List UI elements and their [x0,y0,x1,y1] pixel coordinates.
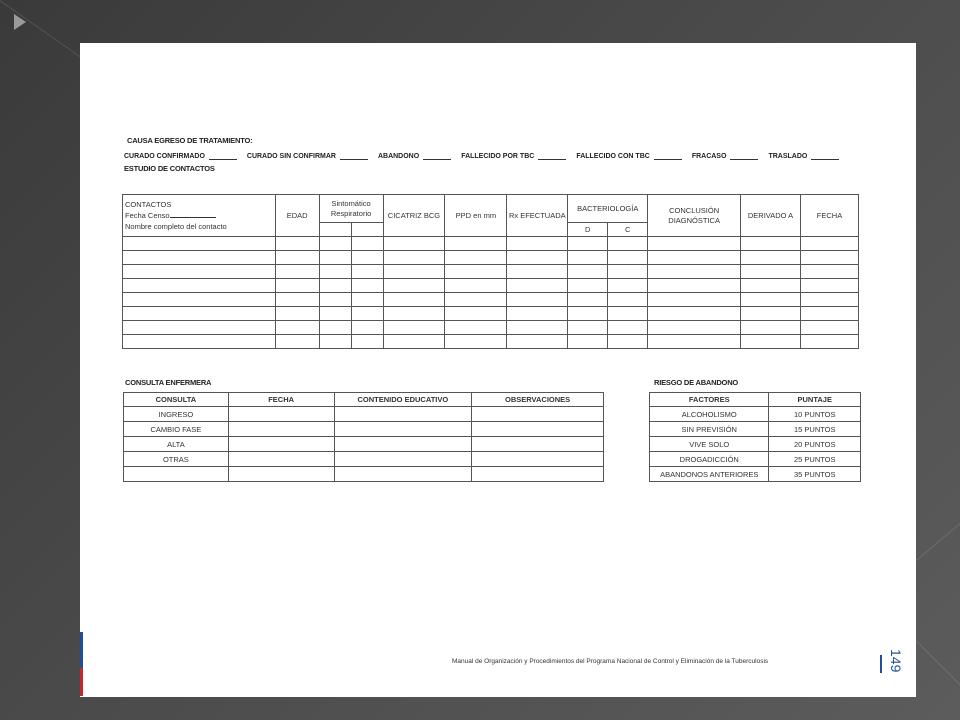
table-cell [608,251,648,265]
factor-cell: DROGADICCIÓN [650,452,769,467]
table-cell [801,335,859,349]
table-cell [319,293,351,307]
table-cell [351,251,383,265]
table-cell [568,335,608,349]
option-fallecido-con-tbc: FALLECIDO CON TBC [576,153,650,160]
page-number-bar [880,655,882,673]
table-cell [123,293,276,307]
table-row [650,437,861,452]
observaciones-header: OBSERVACIONES [472,393,604,407]
ppd-header: PPD en mm [445,195,507,237]
table-cell [319,251,351,265]
table-cell [568,237,608,251]
fecha-censo-label: Fecha Censo [125,210,275,221]
table-row [123,279,859,293]
table-row [650,407,861,422]
table-row [124,437,604,452]
table-row [124,467,604,482]
table-cell [319,335,351,349]
table-cell [445,293,507,307]
factores-header: FACTORES [650,393,769,407]
consulta-type-cell: ALTA [124,437,229,452]
causa-egreso-title: CAUSA EGRESO DE TRATAMIENTO: [127,136,253,145]
table-cell [741,265,801,279]
table-cell [383,307,445,321]
table-cell [801,307,859,321]
table-cell [334,437,472,452]
table-cell [351,335,383,349]
table-cell [472,452,604,467]
table-cell [507,321,568,335]
factor-cell: ALCOHOLISMO [650,407,769,422]
table-cell [507,335,568,349]
consulta-table [123,392,604,482]
riesgo-abandono-title: RIESGO DE ABANDONO [654,378,739,387]
table-cell [445,321,507,335]
table-cell [319,307,351,321]
factor-cell: VIVE SOLO [650,437,769,452]
consulta-header: CONSULTA [124,393,229,407]
table-cell [568,279,608,293]
table-cell [608,293,648,307]
table-cell [507,307,568,321]
table-cell [741,237,801,251]
table-cell [123,279,276,293]
table-cell [648,335,741,349]
table-cell [608,265,648,279]
bacteriologia-header: BACTERIOLOGÍA [568,195,648,223]
table-cell [472,467,604,482]
table-cell [445,279,507,293]
table-row [650,452,861,467]
table-cell [275,293,319,307]
factor-cell: ABANDONOS ANTERIORES [650,467,769,482]
table-cell [383,237,445,251]
puntaje-cell: 20 PUNTOS [769,437,861,452]
table-cell [472,422,604,437]
table-cell [319,321,351,335]
table-cell [801,279,859,293]
table-cell [383,293,445,307]
table-cell [741,293,801,307]
table-cell [608,307,648,321]
table-cell [383,251,445,265]
table-cell [123,237,276,251]
table-cell [275,279,319,293]
table-cell [648,265,741,279]
table-cell [275,307,319,321]
table-cell [351,293,383,307]
table-cell [741,335,801,349]
sintomatico-header: Sintomático Respiratorio [319,195,383,223]
table-cell [608,321,648,335]
consulta-type-cell: CAMBIO FASE [124,422,229,437]
causa-egreso-options [124,153,845,160]
puntaje-header: PUNTAJE [769,393,861,407]
table-cell [351,237,383,251]
contacts-table-body [123,237,859,349]
table-cell [319,279,351,293]
table-row [123,251,859,265]
table-cell [507,279,568,293]
table-cell [275,237,319,251]
table-cell [228,422,334,437]
nombre-contacto-label: Nombre completo del contacto [125,222,227,231]
table-cell [648,307,741,321]
option-abandono: ABANDONO [377,153,420,160]
table-cell [383,279,445,293]
table-cell [228,407,334,422]
sintomatico-sub-cell [319,223,351,237]
table-row [124,407,604,422]
contactos-label: CONTACTOS [125,200,172,209]
rx-efectuada-header: Rx EFECTUADA [507,195,568,237]
table-cell [319,237,351,251]
derivado-header: DERIVADO A [741,195,801,237]
table-cell [123,265,276,279]
table-cell [648,251,741,265]
slide-arrow-icon [14,14,26,30]
table-cell [334,407,472,422]
table-cell [741,321,801,335]
table-cell [648,237,741,251]
puntaje-cell: 10 PUNTOS [769,407,861,422]
option-fallecido-por-tbc: FALLECIDO POR TBC [461,153,535,160]
table-cell [123,307,276,321]
table-cell [445,335,507,349]
conclusion-header: CONCLUSIÓN DIAGNÓSTICA [648,195,741,237]
table-row [123,307,859,321]
table-row [123,335,859,349]
consulta-type-cell: INGRESO [124,407,229,422]
contacts-table [122,194,859,349]
table-cell [383,265,445,279]
table-cell [351,279,383,293]
table-cell [351,321,383,335]
table-cell [507,293,568,307]
document-page [80,43,916,697]
table-cell [608,335,648,349]
riesgo-table [649,392,861,482]
bacteriologia-c-header: C [608,223,648,237]
red-edge-stripe [80,668,83,696]
consulta-enfermera-title: CONSULTA ENFERMERA [125,378,212,387]
table-cell [507,265,568,279]
table-row [124,452,604,467]
option-fracaso: FRACASO [691,153,727,160]
table-cell [608,279,648,293]
table-cell [228,437,334,452]
edad-header: EDAD [275,195,319,237]
fecha-header: FECHA [801,195,859,237]
table-cell [648,293,741,307]
puntaje-cell: 15 PUNTOS [769,422,861,437]
bacteriologia-d-header: D [568,223,608,237]
table-cell [123,335,276,349]
table-row [650,467,861,482]
table-cell [123,251,276,265]
table-cell [228,452,334,467]
cicatriz-bcg-header: CICATRIZ BCG [383,195,445,237]
table-cell [568,321,608,335]
table-cell [568,307,608,321]
table-cell [648,279,741,293]
table-cell [383,321,445,335]
table-cell [123,321,276,335]
table-cell [472,437,604,452]
sintomatico-sub-cell [351,223,383,237]
table-cell [568,265,608,279]
table-row [123,321,859,335]
table-cell [568,251,608,265]
option-curado-confirmado: CURADO CONFIRMADO [124,153,205,160]
table-cell [445,307,507,321]
footer-text: Manual de Organización y Procedimientos del Programa Nacional de Control y Eliminación de la Tuberculosis [452,658,769,665]
consulta-type-cell: OTRAS [124,452,229,467]
puntaje-cell: 35 PUNTOS [769,467,861,482]
blue-edge-stripe [80,632,83,668]
table-cell [445,251,507,265]
puntaje-cell: 25 PUNTOS [769,452,861,467]
table-cell [275,335,319,349]
table-cell [275,321,319,335]
table-cell [351,307,383,321]
table-cell [608,237,648,251]
table-row [123,237,859,251]
table-row [123,265,859,279]
factor-cell: SIN PREVISIÓN [650,422,769,437]
table-row [123,293,859,307]
table-cell [801,237,859,251]
table-cell [507,251,568,265]
table-cell [445,265,507,279]
table-cell [334,422,472,437]
table-cell [648,321,741,335]
table-cell [334,452,472,467]
table-cell [741,279,801,293]
contactos-header-cell [123,195,276,237]
option-curado-sin-confirmar: CURADO SIN CONFIRMAR [246,153,336,160]
table-cell [801,293,859,307]
table-cell [334,467,472,482]
option-traslado: TRASLADO [768,153,808,160]
table-cell [351,265,383,279]
table-cell [445,237,507,251]
table-cell [275,251,319,265]
contenido-educativo-header: CONTENIDO EDUCATIVO [334,393,472,407]
table-row [650,422,861,437]
table-cell [319,265,351,279]
table-cell [801,321,859,335]
table-cell [801,251,859,265]
table-cell [507,237,568,251]
consulta-type-cell [124,467,229,482]
table-cell [801,265,859,279]
table-cell [275,265,319,279]
table-cell [568,293,608,307]
table-cell [741,251,801,265]
table-cell [228,467,334,482]
page-number: 149 [888,649,904,673]
table-cell [383,335,445,349]
table-cell [472,407,604,422]
fecha-header: FECHA [228,393,334,407]
table-row [124,422,604,437]
estudio-contactos-title: ESTUDIO DE CONTACTOS [124,164,215,173]
table-cell [741,307,801,321]
